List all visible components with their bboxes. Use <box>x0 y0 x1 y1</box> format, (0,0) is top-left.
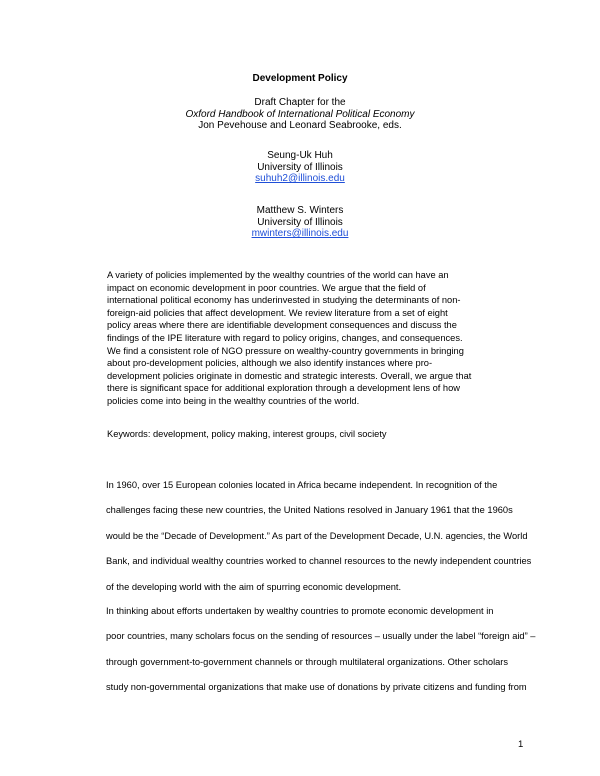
abstract-line: development policies originate in domestic and strategic interests. Overall, we argue that <box>107 370 472 381</box>
author-name: Seung-Uk Huh <box>267 150 333 161</box>
author-email-link[interactable]: mwinters@illinois.edu <box>251 228 349 240</box>
page-number: 1 <box>518 739 524 750</box>
paragraph-line: poor countries, many scholars focus on the sending of resources – usually under the label “foreign aid” – <box>106 631 536 642</box>
abstract-line: foreign-aid policies that affect development. We review literature from a set of eight <box>107 307 448 318</box>
abstract-line: We find a consistent role of NGO pressure on wealthy-country governments in bringing <box>107 345 464 356</box>
author-affiliation: University of Illinois <box>257 216 343 228</box>
draft-line: Draft Chapter for the <box>254 97 346 108</box>
abstract-line: policies come into being in the wealthy countries of the world. <box>107 395 360 406</box>
body-paragraph <box>70 599 536 701</box>
paragraph-line: Bank, and individual wealthy countries worked to channel resources to the newly independent countries <box>106 556 532 567</box>
author-block-2 <box>100 205 500 240</box>
abstract-line: about pro-development policies, although we also identify instances where pro- <box>107 358 433 369</box>
body-paragraph <box>70 473 530 600</box>
author-affiliation: University of Illinois <box>257 161 343 173</box>
author-name: Matthew S. Winters <box>256 205 344 216</box>
author-email-link[interactable]: suhuh2@illinois.edu <box>255 173 345 185</box>
paragraph-line: study non-governmental organizations that make use of donations by private citizens and funding from <box>106 682 527 693</box>
abstract-line: A variety of policies implemented by the wealthy countries of the world can have an <box>107 270 449 280</box>
handbook-title: Oxford Handbook of International Political Economy <box>185 108 415 120</box>
abstract <box>107 269 503 408</box>
abstract-line: findings of the IPE literature with regard to policy origins, changes, and consequences. <box>107 332 463 343</box>
paragraph-line: would be the “Decade of Development.” As part of the Development Decade, U.N. agencies, the World <box>106 530 528 541</box>
paragraph-line: challenges facing these new countries, the United Nations resolved in January 1961 that the 1960s <box>106 505 513 516</box>
author-block-1 <box>100 150 500 185</box>
document-title: Development Policy <box>252 73 348 84</box>
paragraph-line: In 1960, over 15 European colonies located in Africa became independent. In recognition of the <box>106 480 498 490</box>
abstract-line: international political economy has underinvested in studying the determinants of non- <box>107 295 461 306</box>
paragraph-line: In thinking about efforts undertaken by wealthy countries to promote economic development in <box>106 606 494 616</box>
abstract-line: impact on economic development in poor countries. We argue that the field of <box>107 282 426 293</box>
chapter-info <box>100 97 500 132</box>
abstract-line: policy areas where there are identifiable development consequences and discuss the <box>107 320 457 331</box>
paragraph-line: through government-to-government channels or through multilateral organizations. Other scholars <box>106 656 509 667</box>
editors-line: Jon Pevehouse and Leonard Seabrooke, eds. <box>198 120 402 132</box>
abstract-line: there is significant space for additional exploration through a development lens of how <box>107 383 460 394</box>
keywords: Keywords: development, policy making, interest groups, civil society <box>107 429 387 439</box>
paragraph-line: of the developing world with the aim of spurring economic development. <box>106 581 402 592</box>
